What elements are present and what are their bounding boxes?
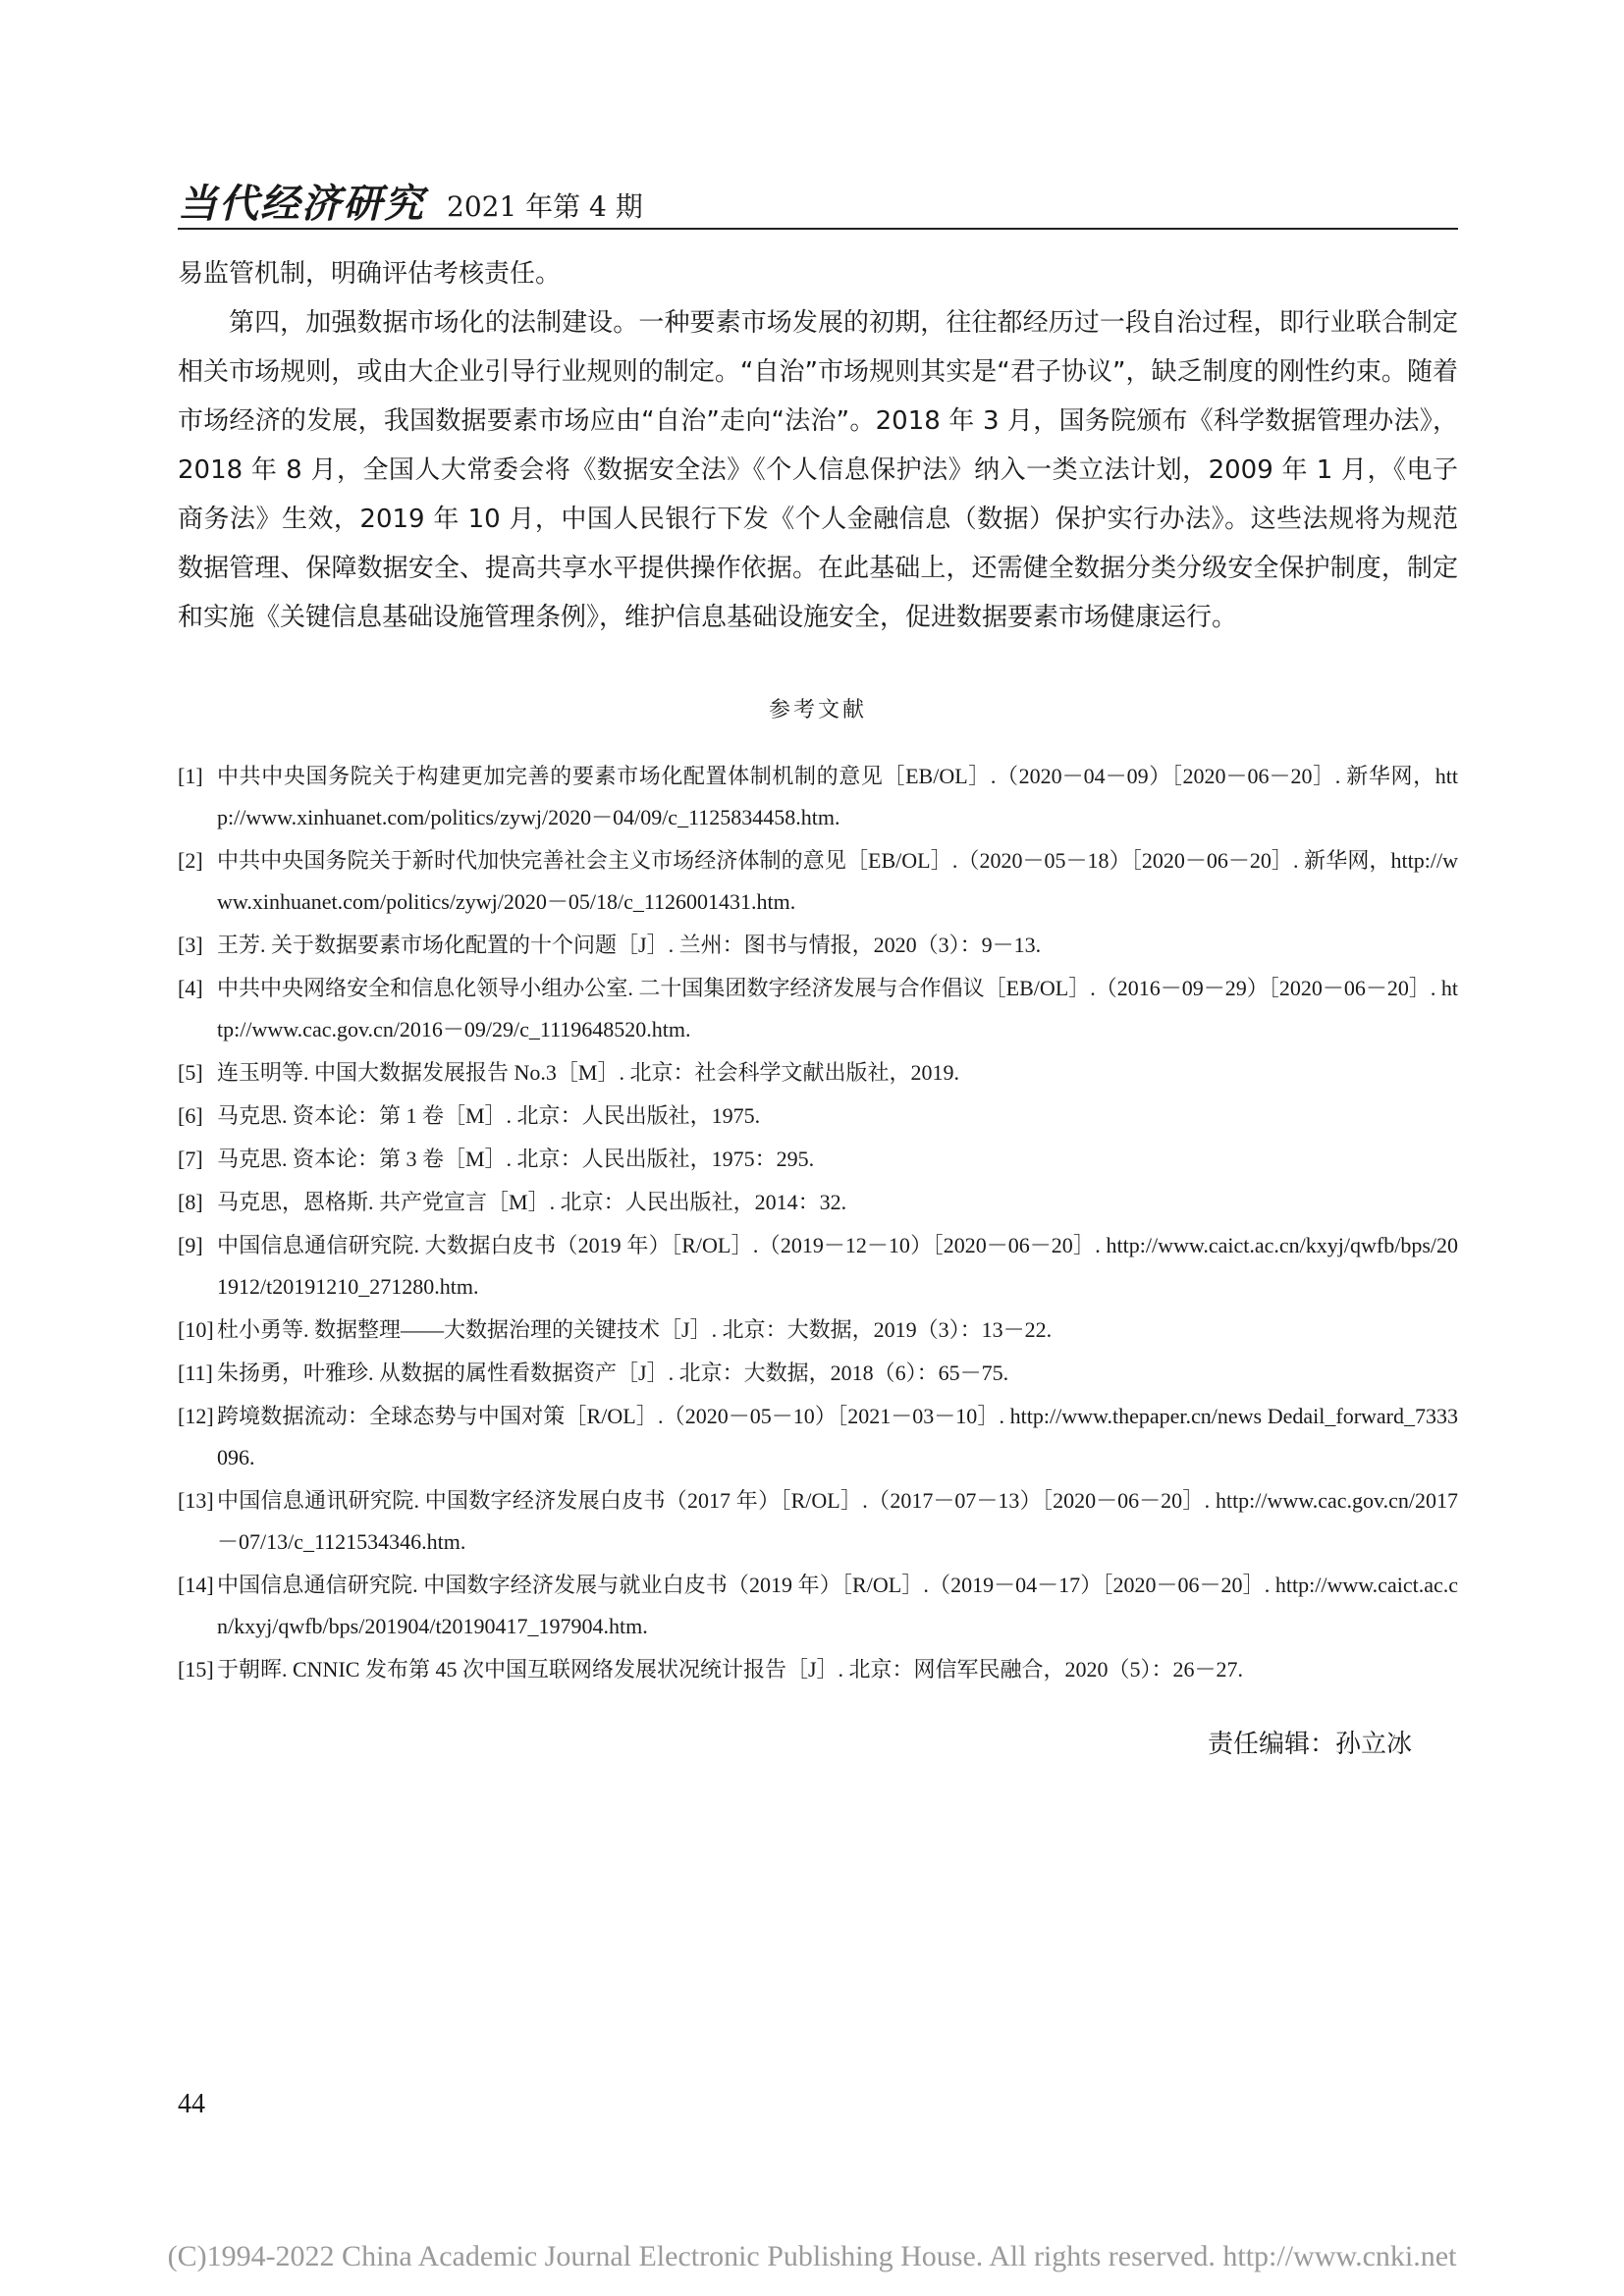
header-rule [178, 228, 1458, 230]
reference-number: [15] [178, 1657, 214, 1682]
body-text [178, 249, 1458, 642]
reference-item [178, 1353, 1458, 1394]
reference-text: 中共中央国务院关于新时代加快完善社会主义市场经济体制的意见［EB/OL］.（2020－05－18）［2020－06－20］. 新华网，http://www.xinhuanet.com/politics/zywj/2020－05/18/c_1126001431.htm. [217, 848, 1458, 914]
reference-item [178, 1095, 1458, 1137]
page-number: 44 [178, 2089, 205, 2119]
reference-number: [9] [178, 1233, 203, 1257]
reference-item [178, 1139, 1458, 1180]
reference-number: [8] [178, 1190, 203, 1214]
reference-number: [12] [178, 1404, 214, 1428]
reference-text: 马克思，恩格斯. 共产党宣言［M］. 北京：人民出版社，2014：32. [217, 1190, 847, 1214]
reference-item [178, 1649, 1458, 1690]
reference-text: 杜小勇等. 数据整理——大数据治理的关键技术［J］. 北京：大数据，2019（3）：13－22. [217, 1317, 1053, 1342]
journal-name: 当代经济研究 [178, 181, 425, 227]
reference-text: 中共中央网络安全和信息化领导小组办公室. 二十国集团数字经济发展与合作倡议［EB/OL］.（2016－09－29）［2020－06－20］. http://www.cac.gov.cn/2016－09/29/c_1119648520.htm. [217, 976, 1458, 1041]
reference-text: 跨境数据流动：全球态势与中国对策［R/OL］.（2020－05－10）［2021－03－10］. http://www.thepaper.cn/news Dedail_forward_7333096. [217, 1404, 1458, 1469]
body-paragraph: 第四，加强数据市场化的法制建设。一种要素市场发展的初期，往往都经历过一段自治过程，即行业联合制定相关市场规则，或由大企业引导行业规则的制定。“自治”市场规则其实是“君子协议”，缺乏制度的刚性约束。随着市场经济的发展，我国数据要素市场应由“自治”走向“法治”。2018 年 3 月，国务院颁布《科学数据管理办法》，2018 年 8 月，全国人大常委会将《数据安全法》《个人信息保护法》纳入一类立法计划，2009 年 1 月，《电子商务法》生效，2019 年 10 月，中国人民银行下发《个人金融信息（数据）保护实行办法》。这些法规将为规范数据管理、保障数据安全、提高共享水平提供操作依据。在此基础上，还需健全数据分类分级安全保护制度，制定和实施《关键信息基础设施管理条例》，维护信息基础设施安全，促进数据要素市场健康运行。 [178, 308, 1458, 632]
reference-number: [1] [178, 764, 203, 788]
reference-text: 马克思. 资本论：第 1 卷［M］. 北京：人民出版社，1975. [217, 1103, 761, 1128]
body-paragraph: 易监管机制，明确评估考核责任。 [178, 259, 562, 289]
reference-item [178, 1565, 1458, 1647]
reference-item [178, 1309, 1458, 1351]
reference-item [178, 1182, 1458, 1223]
reference-item [178, 1396, 1458, 1478]
journal-issue: 2021 年第 4 期 [447, 190, 643, 224]
reference-item [178, 756, 1458, 838]
running-header [178, 165, 1458, 227]
reference-item [178, 1052, 1458, 1094]
reference-number: [14] [178, 1573, 214, 1597]
reference-number: [3] [178, 933, 203, 957]
reference-item [178, 1480, 1458, 1563]
reference-number: [11] [178, 1361, 213, 1385]
reference-text: 中共中央国务院关于构建更加完善的要素市场化配置体制机制的意见［EB/OL］.（2020－04－09）［2020－06－20］. 新华网，http://www.xinhuanet.com/politics/zywj/2020－04/09/c_1125834458.htm. [217, 764, 1458, 829]
reference-number: [7] [178, 1147, 203, 1171]
reference-text: 连玉明等. 中国大数据发展报告 No.3［M］. 北京：社会科学文献出版社，2019. [217, 1060, 959, 1085]
reference-text: 马克思. 资本论：第 3 卷［M］. 北京：人民出版社，1975：295. [217, 1147, 815, 1171]
reference-text: 中国信息通讯研究院. 中国数字经济发展白皮书（2017 年）［R/OL］.（2017－07－13）［2020－06－20］. http://www.cac.gov.cn/2017－07/13/c_1121534346.htm. [217, 1488, 1458, 1554]
reference-item [178, 1225, 1458, 1308]
reference-text: 中国信息通信研究院. 大数据白皮书（2019 年）［R/OL］.（2019－12－10）［2020－06－20］. http://www.caict.ac.cn/kxyj/qwfb/bps/201912/t20191210_271280.htm. [217, 1233, 1458, 1299]
reference-text: 朱扬勇，叶雅珍. 从数据的属性看数据资产［J］. 北京：大数据，2018（6）：65－75. [217, 1361, 1009, 1385]
reference-number: [4] [178, 976, 203, 1000]
reference-text: 于朝晖. CNNIC 发布第 45 次中国互联网络发展状况统计报告［J］. 北京：网信军民融合，2020（5）：26－27. [217, 1657, 1244, 1682]
reference-text: 中国信息通信研究院. 中国数字经济发展与就业白皮书（2019 年）［R/OL］.（2019－04－17）［2020－06－20］. http://www.caict.ac.cn/kxyj/qwfb/bps/201904/t20190417_197904.htm. [217, 1573, 1458, 1638]
reference-item [178, 968, 1458, 1050]
reference-number: [5] [178, 1060, 203, 1085]
reference-item [178, 840, 1458, 923]
responsible-editor: 责任编辑：孙立冰 [1207, 1730, 1412, 1759]
copyright-footer: (C)1994-2022 China Academic Journal Electronic Publishing House. All rights reserved. http://www.cnki.net [167, 2240, 1457, 2272]
references-list [178, 756, 1458, 1692]
reference-number: [2] [178, 848, 203, 873]
reference-item [178, 925, 1458, 966]
references-title: 参考文献 [768, 698, 867, 722]
reference-text: 王芳. 关于数据要素市场化配置的十个问题［J］. 兰州：图书与情报，2020（3）：9－13. [217, 933, 1042, 957]
reference-number: [10] [178, 1317, 214, 1342]
reference-number: [13] [178, 1488, 214, 1513]
reference-number: [6] [178, 1103, 203, 1128]
